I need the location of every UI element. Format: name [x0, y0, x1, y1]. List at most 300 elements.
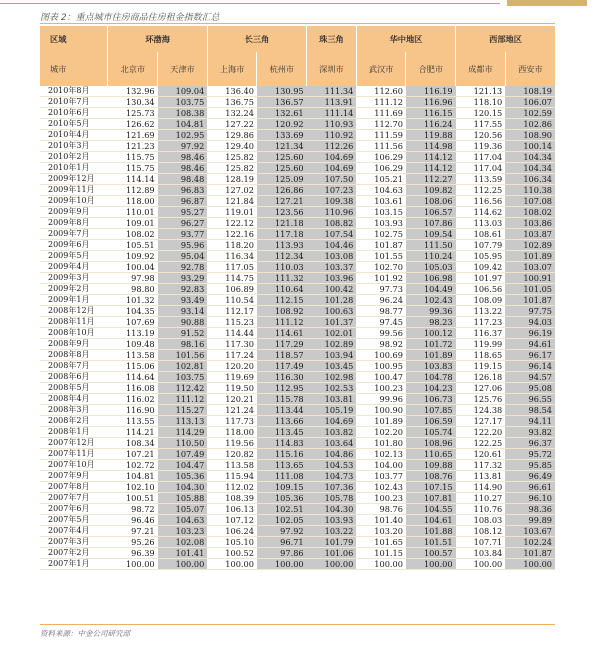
index-value: 105.51	[108, 240, 158, 251]
index-value: 93.77	[158, 229, 208, 240]
index-value: 125.73	[108, 108, 158, 119]
index-value: 111.34	[307, 86, 357, 97]
index-value: 97.92	[257, 526, 307, 537]
index-value: 111.59	[356, 130, 406, 141]
row-date: 2009年9月	[40, 207, 108, 218]
index-value: 111.12	[158, 394, 208, 405]
index-value: 111.69	[356, 108, 406, 119]
index-value: 117.24	[207, 350, 257, 361]
index-value: 102.10	[108, 482, 158, 493]
index-value: 98.46	[158, 163, 208, 174]
table-row	[40, 295, 555, 306]
row-date: 2010年8月	[40, 86, 108, 97]
index-value: 112.27	[406, 174, 456, 185]
row-date: 2008年3月	[40, 405, 108, 416]
index-value: 109.42	[456, 262, 506, 273]
index-value: 113.03	[456, 218, 506, 229]
index-value: 103.75	[158, 97, 208, 108]
index-value: 136.75	[207, 97, 257, 108]
index-value: 100.00	[456, 559, 506, 570]
index-value: 113.19	[108, 328, 158, 339]
index-value: 103.07	[505, 262, 555, 273]
index-value: 125.09	[257, 174, 307, 185]
index-value: 115.75	[108, 152, 158, 163]
index-value: 122.16	[207, 229, 257, 240]
index-value: 121.18	[257, 218, 307, 229]
index-value: 106.59	[406, 416, 456, 427]
table-row	[40, 218, 555, 229]
index-value: 113.66	[257, 416, 307, 427]
row-date: 2008年7月	[40, 361, 108, 372]
index-value: 102.59	[505, 108, 555, 119]
row-date: 2008年6月	[40, 372, 108, 383]
index-value: 106.24	[207, 526, 257, 537]
index-value: 119.50	[207, 383, 257, 394]
index-value: 125.60	[257, 163, 307, 174]
index-value: 114.64	[108, 372, 158, 383]
index-value: 103.81	[307, 394, 357, 405]
index-value: 116.02	[108, 394, 158, 405]
index-value: 110.03	[257, 262, 307, 273]
index-value: 108.06	[406, 196, 456, 207]
index-value: 113.65	[257, 460, 307, 471]
brand-logo	[507, 0, 587, 6]
row-date: 2010年7月	[40, 97, 108, 108]
row-date: 2008年5月	[40, 383, 108, 394]
index-value: 95.08	[505, 383, 555, 394]
index-value: 118.20	[207, 240, 257, 251]
city-header: 天津市	[158, 52, 208, 86]
index-value: 108.09	[456, 295, 506, 306]
index-value: 100.47	[356, 372, 406, 383]
index-value: 112.26	[307, 141, 357, 152]
index-value: 97.73	[356, 284, 406, 295]
index-value: 104.46	[307, 240, 357, 251]
index-value: 103.75	[158, 372, 208, 383]
index-value: 113.58	[108, 350, 158, 361]
index-value: 122.20	[456, 427, 506, 438]
index-value: 109.38	[307, 196, 357, 207]
index-value: 95.72	[505, 449, 555, 460]
index-value: 104.81	[108, 471, 158, 482]
index-value: 100.91	[505, 273, 555, 284]
index-value: 127.21	[257, 196, 307, 207]
index-value: 106.89	[207, 284, 257, 295]
city-header: 杭州市	[257, 52, 307, 86]
index-value: 109.15	[257, 482, 307, 493]
index-value: 114.21	[108, 427, 158, 438]
index-value: 100.00	[307, 559, 357, 570]
index-value: 103.45	[307, 361, 357, 372]
index-value: 95.26	[108, 537, 158, 548]
index-value: 107.36	[307, 482, 357, 493]
index-value: 97.21	[108, 526, 158, 537]
index-value: 98.16	[158, 339, 208, 350]
index-value: 103.37	[307, 262, 357, 273]
index-value: 107.54	[307, 229, 357, 240]
index-value: 117.32	[456, 460, 506, 471]
index-value: 98.76	[356, 504, 406, 515]
index-value: 103.93	[307, 515, 357, 526]
index-value: 100.57	[406, 548, 456, 559]
table-row	[40, 559, 555, 570]
index-value: 114.62	[456, 207, 506, 218]
index-value: 96.71	[257, 537, 307, 548]
index-value: 104.69	[307, 416, 357, 427]
index-value: 96.46	[108, 515, 158, 526]
table-row	[40, 86, 555, 97]
index-value: 106.13	[207, 504, 257, 515]
index-value: 107.15	[406, 482, 456, 493]
index-value: 120.21	[207, 394, 257, 405]
index-value: 109.92	[108, 251, 158, 262]
index-value: 136.57	[257, 97, 307, 108]
index-value: 103.84	[456, 548, 506, 559]
index-value: 105.21	[356, 174, 406, 185]
index-value: 107.12	[207, 515, 257, 526]
city-header: 上海市	[207, 52, 257, 86]
index-value: 101.56	[158, 350, 208, 361]
index-value: 125.60	[257, 152, 307, 163]
table-row	[40, 240, 555, 251]
table-row	[40, 97, 555, 108]
index-value: 102.72	[108, 460, 158, 471]
index-value: 119.15	[456, 361, 506, 372]
index-value: 103.82	[307, 427, 357, 438]
row-date: 2009年3月	[40, 273, 108, 284]
index-value: 94.03	[505, 317, 555, 328]
row-date: 2010年1月	[40, 163, 108, 174]
index-value: 95.27	[158, 207, 208, 218]
table-row	[40, 130, 555, 141]
table-row	[40, 504, 555, 515]
table-row	[40, 185, 555, 196]
index-value: 108.02	[505, 207, 555, 218]
region-header: 珠三角	[307, 26, 357, 52]
region-header: 环渤海	[108, 26, 207, 52]
index-value: 104.81	[158, 119, 208, 130]
index-value: 100.69	[356, 350, 406, 361]
index-value: 98.92	[356, 339, 406, 350]
city-label: 城市	[40, 52, 108, 86]
index-value: 98.54	[505, 405, 555, 416]
table-row	[40, 229, 555, 240]
index-value: 111.50	[406, 240, 456, 251]
table-row	[40, 537, 555, 548]
index-value: 120.20	[207, 361, 257, 372]
table-row	[40, 141, 555, 152]
index-value: 101.06	[307, 548, 357, 559]
index-value: 127.06	[456, 383, 506, 394]
row-date: 2008年8月	[40, 350, 108, 361]
index-value: 102.70	[356, 262, 406, 273]
index-value: 98.23	[406, 317, 456, 328]
index-value: 101.92	[356, 273, 406, 284]
index-value: 118.57	[257, 350, 307, 361]
index-value: 116.90	[108, 405, 158, 416]
index-value: 108.90	[505, 130, 555, 141]
index-value: 101.51	[406, 537, 456, 548]
index-value: 121.34	[257, 141, 307, 152]
index-value: 111.12	[356, 97, 406, 108]
index-value: 91.52	[158, 328, 208, 339]
index-value: 116.08	[108, 383, 158, 394]
index-value: 100.00	[158, 559, 208, 570]
index-value: 111.14	[307, 108, 357, 119]
index-value: 103.86	[505, 218, 555, 229]
index-value: 110.64	[257, 284, 307, 295]
index-value: 94.11	[505, 416, 555, 427]
index-value: 113.13	[158, 416, 208, 427]
index-value: 117.49	[257, 361, 307, 372]
index-value: 120.56	[456, 130, 506, 141]
index-value: 100.04	[108, 262, 158, 273]
index-value: 133.69	[257, 130, 307, 141]
index-value: 110.65	[406, 449, 456, 460]
index-value: 112.25	[456, 185, 506, 196]
index-value: 108.82	[307, 218, 357, 229]
index-value: 118.65	[456, 350, 506, 361]
index-value: 100.12	[406, 328, 456, 339]
index-value: 121.13	[456, 86, 506, 97]
index-value: 121.69	[108, 130, 158, 141]
index-value: 114.75	[207, 273, 257, 284]
index-value: 112.89	[108, 185, 158, 196]
index-value: 107.69	[108, 317, 158, 328]
index-value: 101.37	[307, 317, 357, 328]
city-header: 北京市	[108, 52, 158, 86]
index-value: 99.36	[406, 306, 456, 317]
index-value: 111.12	[257, 317, 307, 328]
index-value: 112.60	[356, 86, 406, 97]
city-header: 成都市	[456, 52, 506, 86]
index-value: 101.88	[406, 526, 456, 537]
table-row	[40, 405, 555, 416]
index-value: 101.05	[505, 284, 555, 295]
index-value: 102.89	[505, 240, 555, 251]
index-value: 103.87	[505, 229, 555, 240]
index-value: 110.92	[307, 130, 357, 141]
index-value: 97.92	[158, 141, 208, 152]
index-value: 103.22	[307, 526, 357, 537]
index-value: 103.20	[356, 526, 406, 537]
index-value: 104.30	[158, 482, 208, 493]
index-value: 114.12	[406, 163, 456, 174]
table-row	[40, 262, 555, 273]
city-header-row	[40, 52, 555, 86]
table-row	[40, 383, 555, 394]
index-value: 113.22	[456, 306, 506, 317]
index-value: 100.52	[207, 548, 257, 559]
index-value: 104.78	[406, 372, 456, 383]
index-value: 115.94	[207, 471, 257, 482]
index-value: 103.23	[158, 526, 208, 537]
index-value: 100.95	[356, 361, 406, 372]
index-value: 108.92	[257, 306, 307, 317]
table-row	[40, 394, 555, 405]
table-row	[40, 207, 555, 218]
index-value: 115.06	[108, 361, 158, 372]
index-value: 106.98	[406, 273, 456, 284]
index-value: 101.65	[356, 537, 406, 548]
region-header: 长三角	[207, 26, 306, 52]
index-value: 103.67	[505, 526, 555, 537]
index-value: 118.00	[207, 427, 257, 438]
index-value: 112.34	[257, 251, 307, 262]
index-value: 96.10	[505, 493, 555, 504]
row-date: 2010年6月	[40, 108, 108, 119]
index-value: 107.21	[108, 449, 158, 460]
index-value: 107.81	[406, 493, 456, 504]
index-value: 108.12	[456, 526, 506, 537]
index-value: 92.83	[158, 284, 208, 295]
index-value: 104.23	[406, 383, 456, 394]
index-value: 113.45	[257, 427, 307, 438]
index-value: 112.17	[207, 306, 257, 317]
index-value: 98.80	[108, 284, 158, 295]
index-value: 104.30	[307, 504, 357, 515]
index-value: 105.03	[406, 262, 456, 273]
table-row	[40, 526, 555, 537]
index-value: 117.55	[456, 119, 506, 130]
index-value: 104.69	[307, 163, 357, 174]
index-value: 100.14	[505, 141, 555, 152]
index-value: 98.36	[505, 504, 555, 515]
index-value: 110.27	[456, 493, 506, 504]
index-value: 112.42	[158, 383, 208, 394]
index-value: 111.08	[257, 471, 307, 482]
index-value: 102.43	[356, 482, 406, 493]
row-date: 2007年2月	[40, 548, 108, 559]
index-value: 114.61	[257, 328, 307, 339]
index-value: 125.82	[207, 163, 257, 174]
index-value: 120.82	[207, 449, 257, 460]
index-value: 105.78	[307, 493, 357, 504]
index-value: 110.50	[158, 438, 208, 449]
index-value: 128.19	[207, 174, 257, 185]
index-value: 100.00	[356, 559, 406, 570]
index-value: 100.23	[356, 383, 406, 394]
index-value: 90.88	[158, 317, 208, 328]
index-value: 117.73	[207, 416, 257, 427]
index-value: 96.37	[505, 438, 555, 449]
table-row	[40, 273, 555, 284]
index-value: 104.49	[406, 284, 456, 295]
index-value: 121.23	[108, 141, 158, 152]
table-row	[40, 119, 555, 130]
index-value: 120.92	[257, 119, 307, 130]
index-value: 114.90	[456, 482, 506, 493]
index-value: 96.39	[108, 548, 158, 559]
index-value: 111.56	[356, 141, 406, 152]
index-value: 100.23	[356, 493, 406, 504]
index-value: 126.18	[456, 372, 506, 383]
index-value: 124.38	[456, 405, 506, 416]
row-date: 2008年12月	[40, 306, 108, 317]
city-header: 西安市	[505, 52, 555, 86]
index-value: 116.96	[406, 97, 456, 108]
index-value: 102.20	[356, 427, 406, 438]
row-date: 2008年10月	[40, 328, 108, 339]
index-value: 114.44	[207, 328, 257, 339]
index-value: 96.24	[356, 295, 406, 306]
index-value: 114.98	[406, 141, 456, 152]
index-value: 103.64	[307, 438, 357, 449]
row-date: 2009年8月	[40, 218, 108, 229]
index-value: 116.34	[207, 251, 257, 262]
row-date: 2007年8月	[40, 482, 108, 493]
row-date: 2008年9月	[40, 339, 108, 350]
index-value: 104.00	[356, 460, 406, 471]
index-value: 117.29	[257, 339, 307, 350]
index-value: 102.05	[257, 515, 307, 526]
table-row	[40, 449, 555, 460]
table-row	[40, 482, 555, 493]
index-value: 119.99	[456, 339, 506, 350]
index-value: 99.96	[356, 394, 406, 405]
row-date: 2007年7月	[40, 493, 108, 504]
index-value: 107.08	[505, 196, 555, 207]
index-value: 105.95	[456, 251, 506, 262]
table-row	[40, 493, 555, 504]
index-value: 112.70	[356, 119, 406, 130]
index-value: 106.73	[406, 394, 456, 405]
index-value: 103.61	[356, 196, 406, 207]
table-row	[40, 471, 555, 482]
index-value: 92.78	[158, 262, 208, 273]
index-value: 115.27	[158, 405, 208, 416]
table-caption: 图表 2：重点城市住房商品住房租金指数汇总	[40, 13, 220, 23]
index-value: 100.63	[307, 306, 357, 317]
index-value: 109.01	[108, 218, 158, 229]
index-value: 101.87	[505, 295, 555, 306]
index-value: 101.55	[356, 251, 406, 262]
table-row	[40, 108, 555, 119]
index-value: 96.19	[505, 328, 555, 339]
index-value: 129.40	[207, 141, 257, 152]
index-value: 93.49	[158, 295, 208, 306]
row-date: 2007年11月	[40, 449, 108, 460]
footer-rule	[40, 624, 555, 625]
index-value: 99.56	[356, 328, 406, 339]
index-value: 107.86	[406, 218, 456, 229]
table-row	[40, 328, 555, 339]
table-row	[40, 174, 555, 185]
table-body	[40, 86, 555, 570]
index-value: 119.88	[406, 130, 456, 141]
index-value: 110.24	[406, 251, 456, 262]
row-date: 2007年12月	[40, 438, 108, 449]
index-value: 98.72	[108, 504, 158, 515]
index-value: 136.40	[207, 86, 257, 97]
index-value: 117.04	[456, 152, 506, 163]
index-value: 108.76	[406, 471, 456, 482]
top-rule	[0, 0, 595, 6]
index-value: 120.15	[456, 108, 506, 119]
row-date: 2010年2月	[40, 152, 108, 163]
index-value: 108.19	[505, 86, 555, 97]
index-value: 105.07	[158, 504, 208, 515]
index-value: 119.69	[207, 372, 257, 383]
row-date: 2007年1月	[40, 559, 108, 570]
row-date: 2009年11月	[40, 185, 108, 196]
index-value: 107.85	[406, 405, 456, 416]
index-value: 117.30	[207, 339, 257, 350]
index-value: 101.89	[356, 416, 406, 427]
index-value: 99.89	[505, 515, 555, 526]
row-date: 2008年11月	[40, 317, 108, 328]
index-value: 112.15	[257, 295, 307, 306]
